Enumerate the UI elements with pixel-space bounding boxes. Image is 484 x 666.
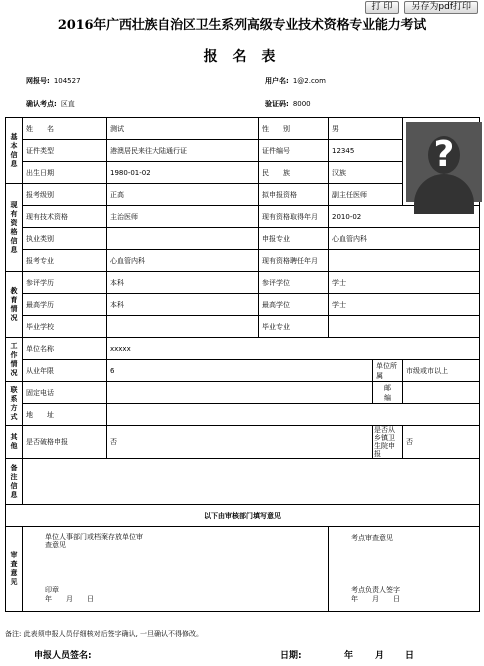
reg-no-value: 104527 [53, 77, 81, 85]
apply-major-value: 心血管内科 [107, 250, 259, 272]
id-no-label: 证件编号 [259, 140, 329, 162]
major-label: 毕业专业 [259, 316, 329, 338]
apply-major-label: 报考专业 [23, 250, 107, 272]
current-qual-value: 主治医师 [107, 206, 259, 228]
username [265, 76, 326, 86]
eval-edu-label: 参评学历 [23, 272, 107, 294]
apply-level-label: 报考级别 [23, 184, 107, 206]
zip-value [403, 382, 480, 404]
gender-label: 性 别 [259, 118, 329, 140]
date-label: 日期: [280, 651, 302, 661]
exam-site-label: 确认考点: [26, 100, 57, 108]
section-other: 其他 [6, 426, 23, 459]
top-degree-label: 最高学位 [259, 294, 329, 316]
apply-qual-label: 拟申报资格 [259, 184, 329, 206]
unit-opinion-label: 单位人事部门或档案存放单位审查意见 [45, 533, 143, 549]
top-degree-value: 学士 [329, 294, 480, 316]
birth-label: 出生日期 [23, 162, 107, 184]
employ-date-label: 现有资格聘任年月 [259, 250, 329, 272]
address-value [107, 404, 480, 426]
page-subtitle: 报 名 表 [203, 49, 281, 65]
username-value: 1@2.com [292, 77, 326, 85]
top-edu-label: 最高学历 [23, 294, 107, 316]
save-pdf-button[interactable]: 另存为pdf打印 [404, 1, 478, 14]
rural-label: 是否从乡镇卫生院申报 [373, 426, 403, 459]
unit-date-label: 年 月 日 [45, 595, 94, 603]
years-value: 6 [107, 360, 373, 382]
apply-qual-value: 副主任医师 [329, 184, 403, 206]
apply-level-value: 正高 [107, 184, 259, 206]
date-day: 日 [405, 651, 415, 661]
address-label: 地 址 [23, 404, 107, 426]
section-education: 教育情况 [6, 272, 23, 338]
declare-label: 申报专业 [259, 228, 329, 250]
eval-degree-label: 参评学位 [259, 272, 329, 294]
remark-value [23, 459, 480, 505]
location-label: 单位所属 [373, 360, 403, 382]
verify-code-label: 验证码: [265, 100, 289, 108]
current-qual-date-value: 2010-02 [329, 206, 480, 228]
avatar-placeholder-icon: ? [406, 122, 482, 202]
username-label: 用户名: [265, 77, 289, 85]
current-qual-label: 现有技术资格 [23, 206, 107, 228]
school-value [107, 316, 259, 338]
declare-value: 心血管内科 [329, 228, 480, 250]
applicant-signature-label: 申报人员签名: [34, 651, 92, 661]
major-value [329, 316, 480, 338]
unit-label: 单位名称 [23, 338, 107, 360]
employ-date-value [329, 250, 480, 272]
print-button[interactable]: 打 印 [365, 1, 400, 14]
toolbar [365, 1, 478, 14]
id-type-value: 港澳居民来往大陆通行证 [107, 140, 259, 162]
name-label: 姓 名 [23, 118, 107, 140]
practice-value [107, 228, 259, 250]
rural-value: 否 [403, 426, 480, 459]
exam-site-value: 区直 [60, 100, 75, 108]
ethnic-value: 汉族 [329, 162, 403, 184]
review-notice: 以下由审核部门填写意见 [6, 505, 480, 527]
top-edu-value: 本科 [107, 294, 259, 316]
photo-cell [403, 118, 480, 206]
cross-value: 否 [107, 426, 373, 459]
id-type-label: 证件类型 [23, 140, 107, 162]
section-qualification: 现有资格信息 [6, 184, 23, 272]
date-month: 月 [375, 651, 385, 661]
section-remark: 备注信息 [6, 459, 23, 505]
id-no-value: 12345 [329, 140, 403, 162]
date-year: 年 [344, 651, 354, 661]
verify-code-value: 8000 [292, 100, 311, 108]
location-value: 市级或市以上 [403, 360, 480, 382]
current-qual-date-label: 现有资格取得年月 [259, 206, 329, 228]
school-label: 毕业学校 [23, 316, 107, 338]
gender-value: 男 [329, 118, 403, 140]
ethnic-label: 民 族 [259, 162, 329, 184]
page-title: 2016年广西壮族自治区卫生系列高级专业技术资格专业能力考试 [57, 18, 427, 33]
site-sign-label: 考点负责人签字 [351, 586, 400, 594]
unit-seal-label: 印章 [45, 586, 59, 594]
section-basic: 基本信息 [6, 118, 23, 184]
phone-value [107, 382, 373, 404]
section-work: 工作情况 [6, 338, 23, 382]
years-label: 从业年限 [23, 360, 107, 382]
reg-no [26, 76, 81, 86]
cross-label: 是否破格申报 [23, 426, 107, 459]
practice-label: 执业类别 [23, 228, 107, 250]
section-contact: 联系方式 [6, 382, 23, 426]
zip-label: 邮 编 [373, 382, 403, 404]
site-review-cell [329, 527, 480, 612]
name-value: 测试 [107, 118, 259, 140]
site-opinion-label: 考点审查意见 [351, 534, 393, 542]
reg-no-label: 网报号: [26, 77, 50, 85]
footnote: 备注: 此表须申报人员仔细核对后签字确认, 一旦确认不得修改。 [5, 630, 204, 638]
unit-review-cell [23, 527, 329, 612]
exam-site [26, 99, 75, 109]
site-date-label: 年 月 日 [351, 595, 400, 603]
section-review: 审查意见 [6, 527, 23, 612]
verify-code [265, 99, 311, 109]
phone-label: 固定电话 [23, 382, 107, 404]
birth-value: 1980-01-02 [107, 162, 259, 184]
eval-edu-value: 本科 [107, 272, 259, 294]
eval-degree-value: 学士 [329, 272, 480, 294]
unit-value: xxxxx [107, 338, 480, 360]
registration-form [5, 117, 480, 612]
